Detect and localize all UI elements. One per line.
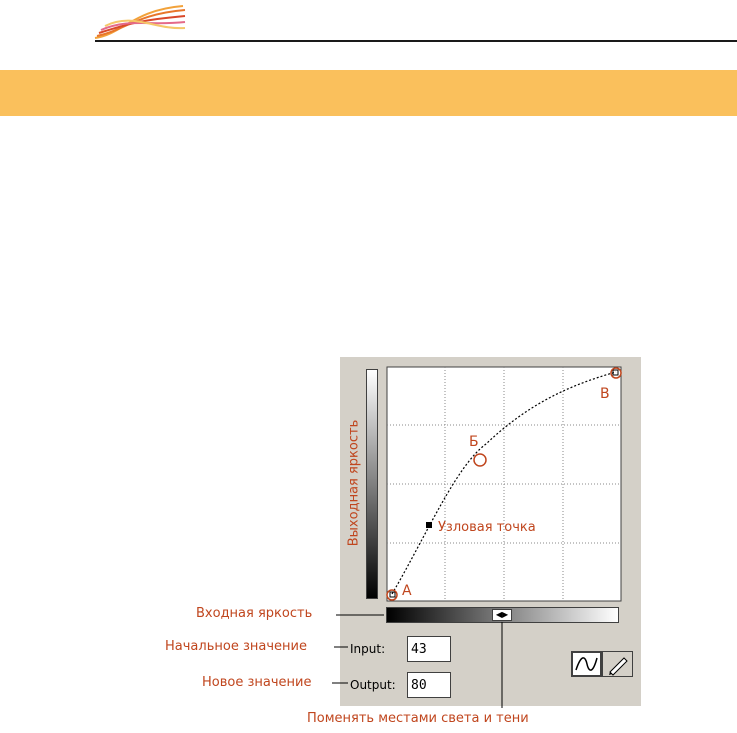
annotation-input-brightness: Входная яркость bbox=[196, 606, 313, 621]
label-a: A bbox=[402, 583, 412, 599]
annotation-swap: Поменять местами света и тени bbox=[307, 711, 529, 726]
output-field-label: Output: bbox=[350, 678, 396, 692]
node-label: Узловая точка bbox=[438, 520, 536, 535]
input-field[interactable]: 43 bbox=[407, 636, 451, 662]
annotation-new-value: Новое значение bbox=[202, 675, 312, 690]
input-field-label: Input: bbox=[350, 642, 386, 656]
output-axis-text: Выходная яркость bbox=[346, 419, 362, 546]
swap-arrows-icon[interactable]: ◀▶ bbox=[492, 609, 512, 621]
label-b: Б bbox=[469, 434, 479, 450]
label-c: В bbox=[600, 386, 610, 402]
output-field[interactable]: 80 bbox=[407, 672, 451, 698]
annotation-start-value: Начальное значение bbox=[165, 639, 307, 654]
